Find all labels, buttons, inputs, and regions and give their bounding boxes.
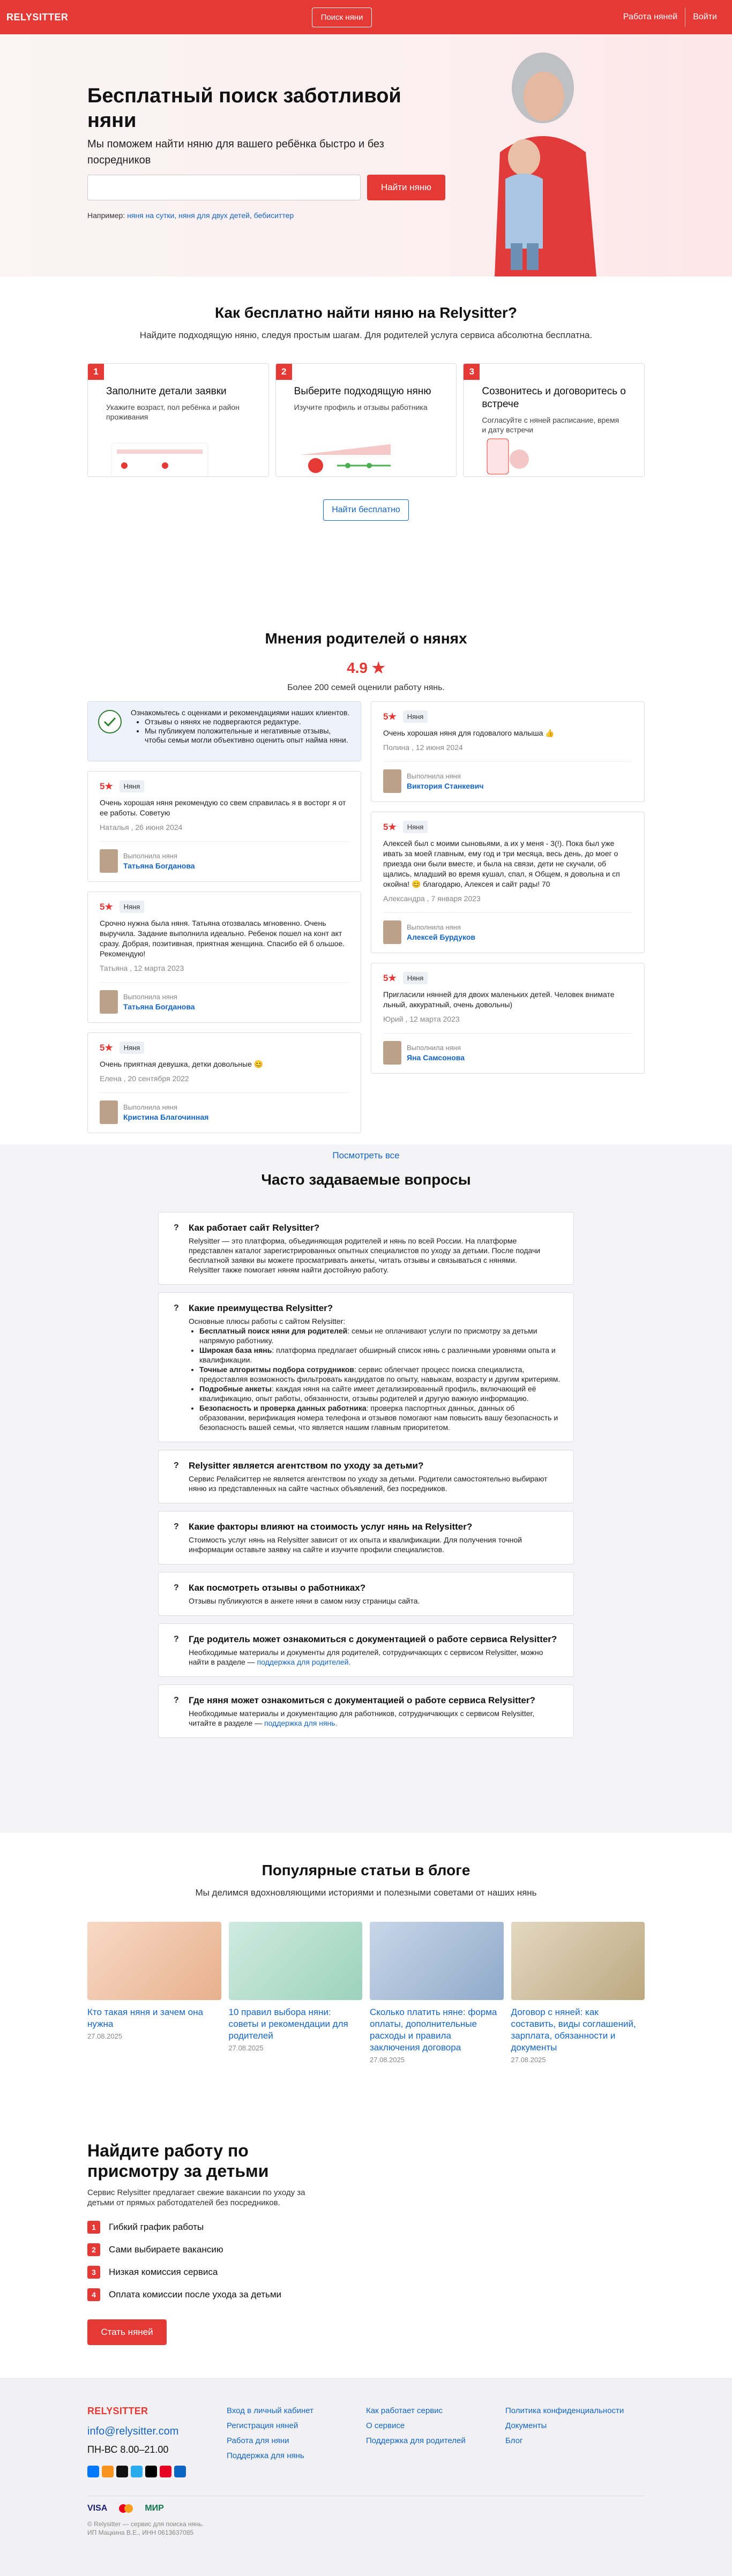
faq-question: Как работает сайт Relysitter? bbox=[189, 1223, 320, 1233]
blog-title: Популярные статьи в блоге bbox=[262, 1862, 470, 1878]
article-date: 27.08.2025 bbox=[228, 2044, 264, 2052]
review-card bbox=[87, 771, 361, 882]
nanny-support-link[interactable]: поддержка для нянь. bbox=[264, 1719, 338, 1727]
review-card bbox=[87, 1032, 361, 1133]
ok-icon[interactable] bbox=[102, 2466, 114, 2477]
faq-section bbox=[0, 1144, 732, 1833]
avatar bbox=[383, 1041, 401, 1065]
footer-email[interactable]: info@relysitter.com bbox=[87, 2425, 179, 2437]
article-image bbox=[87, 1922, 221, 2000]
faq-item[interactable] bbox=[158, 1212, 574, 1285]
benefit-item: • Подробные анкеты: каждая няня на сайте имеет детализированный профиль, включающий её квалификацию, опыт работы, обязанности, отзывы родителей и другую важную информацию. bbox=[199, 1384, 561, 1403]
see-all-reviews-link[interactable]: Посмотреть все bbox=[332, 1150, 400, 1160]
nanny-link[interactable]: Татьяна Богданова bbox=[123, 1002, 195, 1011]
visa-icon: VISA bbox=[87, 2504, 108, 2513]
step-title: Выберите подходящую няню bbox=[294, 386, 431, 397]
info-point: • Мы публикуем положительные и негативные отзывы, чтобы семьи могли объективно оценить опыт найма няни. bbox=[145, 727, 352, 745]
blog-card[interactable] bbox=[511, 1922, 645, 2064]
review-tag: Няня bbox=[119, 780, 145, 792]
login-link[interactable]: Войти bbox=[693, 12, 717, 21]
work-lead: Сервис Relysitter предлагает свежие вакансии по уходу за детьми от прямых работодателей без посредников. bbox=[87, 2188, 305, 2207]
find-free-button[interactable]: Найти бесплатно bbox=[323, 499, 409, 521]
footer-link[interactable]: Политика конфиденциальности bbox=[505, 2406, 624, 2415]
hero-search bbox=[87, 175, 445, 200]
nanny-link[interactable]: Виктория Станкевич bbox=[407, 782, 484, 790]
dzen-icon[interactable] bbox=[116, 2466, 128, 2477]
work-benefit: 1 Гибкий график работы bbox=[87, 2221, 645, 2234]
step-card bbox=[463, 363, 645, 477]
article-date: 27.08.2025 bbox=[87, 2032, 123, 2040]
avatar bbox=[383, 920, 401, 944]
rating-value: 4.9 bbox=[347, 660, 368, 676]
footer-link[interactable]: Поддержка для нянь bbox=[227, 2451, 304, 2460]
avatar bbox=[100, 990, 118, 1014]
faq-title: Часто задаваемые вопросы bbox=[261, 1171, 471, 1188]
performed-label: Выполнила няня bbox=[407, 772, 461, 780]
top-nav bbox=[616, 8, 724, 27]
footer-link[interactable]: Работа для няни bbox=[227, 2436, 289, 2445]
article-image bbox=[511, 1922, 645, 2000]
avatar bbox=[100, 1100, 118, 1124]
work-title: Найдите работу по присмотру за детьми bbox=[87, 2141, 269, 2181]
step-text: Согласуйте с няней расписание, время и дату встречи bbox=[482, 416, 619, 434]
reviews-title: Мнения родителей о нянях bbox=[265, 630, 467, 647]
benefit-number: 3 bbox=[87, 2266, 100, 2279]
step-title: Созвонитесь и договоритесь о встрече bbox=[482, 386, 626, 410]
step-text: Изучите профиль и отзывы работника bbox=[294, 403, 428, 411]
review-meta: Татьяна , 12 марта 2023 bbox=[100, 964, 184, 972]
article-title[interactable]: 10 правил выбора няни: советы и рекомендации для родителей bbox=[228, 2007, 348, 2041]
info-text: Ознакомьтесь с оценками и рекомендациями наших клиентов. bbox=[131, 708, 350, 717]
avatar bbox=[383, 769, 401, 793]
benefit-number: 1 bbox=[87, 2221, 100, 2234]
question-icon: ? bbox=[174, 1304, 179, 1313]
step-title: Заполните детали заявки bbox=[106, 386, 227, 397]
top-header bbox=[0, 0, 732, 34]
question-icon: ? bbox=[174, 1635, 179, 1644]
search-nanny-button[interactable]: Поиск няни bbox=[312, 8, 372, 27]
review-stars: 5★ bbox=[100, 1043, 113, 1053]
mir-icon: МИР bbox=[145, 2504, 164, 2513]
faq-list bbox=[158, 1212, 574, 1738]
faq-question: Какие преимущества Relysitter? bbox=[189, 1303, 333, 1313]
footer-link[interactable]: Документы bbox=[505, 2421, 547, 2430]
reviews-column-left bbox=[87, 701, 361, 1133]
reviews-grid bbox=[87, 701, 645, 1133]
benefit-item: • Широкая база нянь: платформа предлагает обширный список нянь с различными уровнями опыта и квалификации. bbox=[199, 1345, 561, 1365]
parents-support-link[interactable]: поддержка для родителей. bbox=[257, 1658, 351, 1666]
hero-subtitle: Мы поможем найти няню для вашего ребёнка быстро и без посредников bbox=[87, 138, 384, 166]
review-text: Очень хорошая няня для годовалого малыша 👍 bbox=[383, 729, 555, 737]
faq-item[interactable] bbox=[158, 1292, 574, 1442]
review-meta: Юрий , 12 марта 2023 bbox=[383, 1015, 460, 1023]
review-stars: 5★ bbox=[383, 973, 397, 983]
faq-answer: Relysitter — это платформа, объединяющая родителей и нянь по всей России. На платформе представлен каталог зарегистрированных опытных специалистов по уходу за детьми. После подачи бесплатной заявки вы можете просматривать анкеты, читать отзывы и связываться с нянями. bbox=[189, 1237, 541, 1264]
benefits-list bbox=[199, 1326, 561, 1432]
performed-label: Выполнила няня bbox=[407, 1044, 461, 1052]
choose-nanny-illustration bbox=[294, 433, 401, 476]
footer-hours: ПН-ВС 8.00–21.00 bbox=[87, 2444, 169, 2455]
become-nanny-button[interactable]: Стать няней bbox=[87, 2319, 167, 2345]
faq-answer: Отзывы публикуются в анкете няни в самом низу страницы сайта. bbox=[189, 1597, 420, 1605]
footer-link[interactable]: Регистрация няней bbox=[227, 2421, 298, 2430]
review-stars: 5★ bbox=[100, 902, 113, 912]
article-title[interactable]: Договор с няней: как составить, виды соглашений, зарплата, обязанности и документы bbox=[511, 2007, 636, 2053]
footer-link[interactable]: Как работает сервис bbox=[366, 2406, 443, 2415]
nanny-link[interactable]: Татьяна Богданова bbox=[123, 862, 195, 870]
copyright: © Relysitter — сервис для поиска нянь. ИП Мацкина В.Е., ИНН 0613637085 bbox=[87, 2520, 204, 2536]
step-number: 2 bbox=[276, 364, 292, 380]
pinterest-icon[interactable] bbox=[160, 2466, 171, 2477]
logo[interactable]: RELYSITTER bbox=[6, 11, 69, 23]
performed-label: Выполнила няня bbox=[407, 923, 461, 931]
footer-link[interactable]: Блог bbox=[505, 2436, 523, 2445]
work-as-nanny-link[interactable]: Работа няней bbox=[623, 12, 678, 21]
question-icon: ? bbox=[174, 1522, 179, 1531]
review-tag: Няня bbox=[119, 901, 145, 913]
social-links bbox=[87, 2466, 227, 2477]
nanny-link[interactable]: Кристина Благочинная bbox=[123, 1113, 209, 1121]
blog-subtitle: Мы делимся вдохновляющими историями и полезными советами от наших нянь bbox=[195, 1888, 537, 1898]
article-title[interactable]: Сколько платить няне: форма оплаты, дополнительные расходы и правила заключения договора bbox=[370, 2007, 497, 2053]
blog-card[interactable] bbox=[370, 1922, 504, 2064]
hero-section bbox=[0, 34, 732, 276]
faq-question: Где родитель может ознакомиться с документацией о работе сервиса Relysitter? bbox=[189, 1634, 557, 1644]
grandmother-with-child-photo bbox=[473, 45, 613, 276]
steps-list bbox=[87, 363, 645, 477]
search-examples bbox=[87, 211, 294, 220]
review-tag: Няня bbox=[403, 821, 428, 833]
performed-label: Выполнила няня bbox=[123, 852, 177, 860]
review-text: Срочно нужна была няня. Татьяна отозвалась мгновенно. Очень выручила. Задание выполнила идеально. Ребенок пошел на конт акт сразу. Добрая, позитивная, приятная женщина. Спасибо ей б ольшое. Рекомендую! bbox=[100, 919, 345, 958]
payment-methods bbox=[87, 2496, 645, 2513]
article-date: 27.08.2025 bbox=[511, 2056, 546, 2064]
blog-section bbox=[87, 1833, 645, 2133]
work-benefit: 2 Сами выбираете вакансию bbox=[87, 2243, 645, 2256]
footer-contacts bbox=[87, 2403, 227, 2477]
nanny-link[interactable]: Алексей Бурдуков bbox=[407, 933, 476, 941]
x-icon[interactable] bbox=[145, 2466, 157, 2477]
reviews-section bbox=[87, 603, 645, 1160]
performed-label: Выполнила няня bbox=[123, 993, 177, 1001]
vk-icon[interactable] bbox=[87, 2466, 99, 2477]
nanny-work-section bbox=[87, 2133, 645, 2378]
info-point: • Отзывы о нянях не подвергаются редактуре. bbox=[145, 717, 352, 727]
review-meta: Александра , 7 января 2023 bbox=[383, 894, 481, 903]
footer-link[interactable]: Поддержка для родителей bbox=[366, 2436, 466, 2445]
nanny-link[interactable]: Яна Самсонова bbox=[407, 1053, 465, 1062]
step-number: 1 bbox=[88, 364, 104, 380]
benefit-number: 4 bbox=[87, 2288, 100, 2301]
telegram-icon[interactable] bbox=[131, 2466, 143, 2477]
question-icon: ? bbox=[174, 1461, 179, 1470]
review-tag: Няня bbox=[403, 710, 428, 723]
rating-subtitle: Более 200 семей оценили работу нянь. bbox=[287, 683, 445, 692]
review-stars: 5★ bbox=[100, 781, 113, 791]
article-date: 27.08.2025 bbox=[370, 2056, 405, 2064]
faq-answer: Необходимые материалы и документацию для работников, сотрудничающих с сервисом Relysitter, читайте в разделе — поддержка для нянь. bbox=[189, 1709, 535, 1727]
review-tag: Няня bbox=[403, 972, 428, 984]
mastercard-icon bbox=[119, 2504, 133, 2513]
faq-item[interactable] bbox=[158, 1684, 574, 1738]
work-benefits bbox=[87, 2221, 645, 2301]
blog-cards bbox=[87, 1922, 645, 2064]
review-stars: 5★ bbox=[383, 712, 397, 722]
review-text: Очень хорошая няня рекомендую со свем справилась я в восторг я от ее работы. Советую bbox=[100, 798, 346, 817]
footer-link[interactable]: О сервисе bbox=[366, 2421, 405, 2430]
step-card bbox=[275, 363, 457, 477]
review-text: Очень приятная девушка, детки довольные 😊 bbox=[100, 1060, 264, 1068]
review-meta: Наталья , 26 июня 2024 bbox=[100, 823, 183, 832]
performed-label: Выполнила няня bbox=[123, 1103, 177, 1111]
average-rating bbox=[87, 659, 645, 677]
faq-question: Где няня может ознакомиться с документацией о работе сервиса Relysitter? bbox=[189, 1695, 535, 1705]
footer-service-links bbox=[366, 2403, 505, 2477]
step-card bbox=[87, 363, 269, 477]
blog-card[interactable] bbox=[87, 1922, 221, 2064]
review-meta: Полина , 12 июня 2024 bbox=[383, 743, 463, 752]
faq-item[interactable] bbox=[158, 1450, 574, 1503]
footer-nanny-links bbox=[227, 2403, 366, 2477]
review-card bbox=[371, 963, 645, 1074]
example-links[interactable]: няня на сутки, няня для двух детей, бебиситтер bbox=[127, 211, 294, 220]
linkedin-icon[interactable] bbox=[174, 2466, 186, 2477]
footer bbox=[0, 2378, 732, 2576]
avatar bbox=[100, 849, 118, 873]
benefit-item: • Точные алгоритмы подбора сотрудников: сервис облегчает процесс поиска специалиста, предоставляя возможность фильтровать кандидатов по опыту, навыкам, возрасту и другим критериям. bbox=[199, 1365, 561, 1384]
blog-card[interactable] bbox=[229, 1922, 363, 2064]
info-points bbox=[145, 717, 352, 745]
footer-link[interactable]: Вход в личный кабинет bbox=[227, 2406, 313, 2415]
reviews-column-right bbox=[371, 701, 645, 1133]
reviews-info-card bbox=[87, 701, 361, 761]
how-title: Как бесплатно найти няню на Relysitter? bbox=[215, 304, 517, 321]
question-icon: ? bbox=[174, 1223, 179, 1232]
faq-item[interactable] bbox=[158, 1511, 574, 1564]
work-benefit: 3 Низкая комиссия сервиса bbox=[87, 2266, 645, 2279]
how-subtitle: Найдите подходящую няню, следуя простым шагам. Для родителей услуга сервиса абсолютна бесплатна. bbox=[139, 330, 593, 340]
review-stars: 5★ bbox=[383, 822, 397, 832]
faq-answer: Стоимость услуг нянь на Relysitter зависит от их опыта и квалификации. Для получения точной информации оставьте заявку на сайте и изучите профили специалистов. bbox=[189, 1536, 522, 1554]
review-card bbox=[371, 812, 645, 953]
phone-call-illustration bbox=[482, 433, 589, 476]
review-text: Пригласили нянней для двоих маленьких детей. Человек внимате льный, аккуратный, очень довольны) bbox=[383, 990, 615, 1009]
benefit-item: • Бесплатный поиск няни для родителей: семьи не оплачивают услуги по присмотру за детьми напрямую работнику. bbox=[199, 1326, 561, 1345]
faq-question: Как посмотреть отзывы о работниках? bbox=[189, 1583, 366, 1593]
hero-search-input[interactable] bbox=[87, 175, 361, 200]
faq-question: Какие факторы влияют на стоимость услуг нянь на Relysitter? bbox=[189, 1522, 473, 1532]
application-form-illustration bbox=[106, 433, 213, 476]
review-meta: Елена , 20 сентября 2022 bbox=[100, 1074, 189, 1083]
review-card bbox=[87, 892, 361, 1023]
faq-question: Relysitter является агентством по уходу за детьми? bbox=[189, 1461, 424, 1471]
how-it-works-section bbox=[87, 276, 645, 603]
article-image bbox=[229, 1922, 363, 2000]
step-text: Укажите возраст, пол ребёнка и район проживания bbox=[106, 403, 240, 421]
work-benefit: 4 Оплата комиссии после ухода за детьми bbox=[87, 2288, 645, 2301]
faq-answer-extra: Relysitter также помогает няням найти достойную работу. bbox=[189, 1265, 389, 1274]
question-icon: ? bbox=[174, 1696, 179, 1705]
footer-legal-links bbox=[505, 2403, 645, 2477]
star-icon: ★ bbox=[371, 660, 385, 676]
review-tag: Няня bbox=[119, 1042, 145, 1054]
faq-answer: Необходимые материалы и документы для родителей, сотрудничающих с сервисом Relysitter, можно найти в разделе — поддержка для родителей. bbox=[189, 1648, 543, 1666]
faq-item[interactable] bbox=[158, 1572, 574, 1616]
step-number: 3 bbox=[464, 364, 480, 380]
article-title[interactable]: Кто такая няня и зачем она нужна bbox=[87, 2007, 203, 2029]
question-icon: ? bbox=[174, 1583, 179, 1592]
faq-item[interactable] bbox=[158, 1623, 574, 1677]
hero-title: Бесплатный поиск заботливой няни bbox=[87, 85, 401, 132]
examples-prefix: Например: bbox=[87, 211, 125, 220]
shield-check-icon bbox=[98, 709, 122, 734]
footer-logo[interactable]: RELYSITTER bbox=[87, 2406, 148, 2416]
benefit-item: • Безопасность и проверка данных работника: проверка паспортных данных, данных об образовании, верификация номера телефона и отзывов помогают нам повысить вашу безопасность и безопасность вашей семьи, что является нашим главным приоритетом. bbox=[199, 1403, 561, 1432]
review-card bbox=[371, 701, 645, 802]
review-text: Алексей был с моими сыновьями, а их у меня - 3(!). Пока был уже ивать за моей главным, ему год и три месяца, весь день, до моег о приезда они были вместе, и была на связи, дети не скучали, об щались, младший во время кушал, спал, я Общем, я довольна и сп окойна! 😊 благодарю, Алексея и сайт рады! 70 bbox=[383, 839, 620, 888]
faq-answer: Основные плюсы работы с сайтом Relysitter: bbox=[189, 1317, 346, 1326]
article-image bbox=[370, 1922, 504, 2000]
find-nanny-button[interactable]: Найти няню bbox=[367, 175, 445, 200]
benefit-number: 2 bbox=[87, 2243, 100, 2256]
faq-answer: Сервис Релайситтер не является агентством по уходу за детьми. Родители самостоятельно выбирают няню из представленных на сайте частных объявлений, без посредников. bbox=[189, 1474, 548, 1493]
